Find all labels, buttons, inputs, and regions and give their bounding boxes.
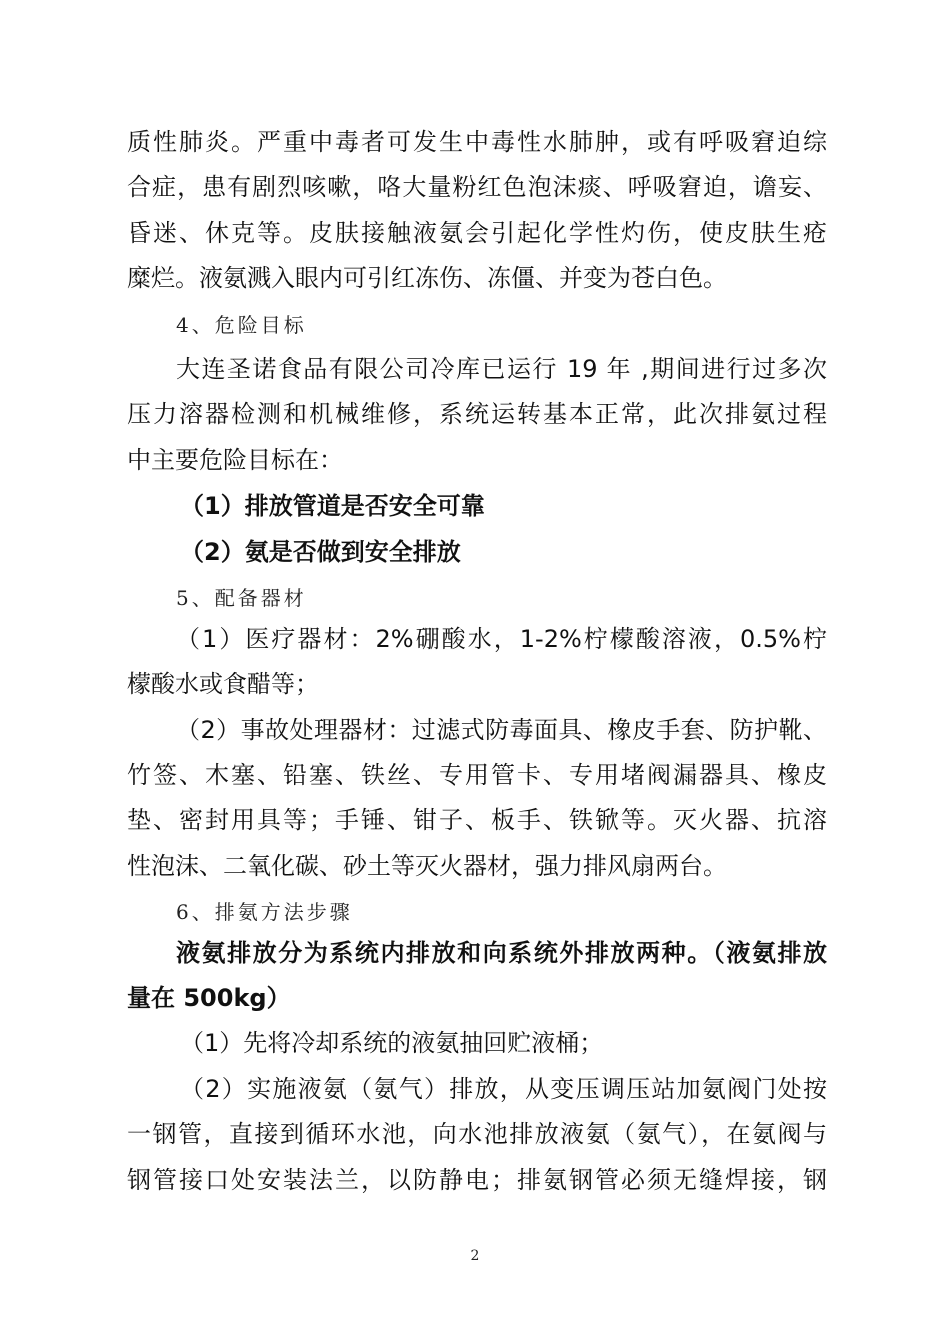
para-line: 钢管接口处安装法兰，以防静电；排氨钢管必须无缝焊接，钢 [127, 1166, 827, 1194]
section-heading: 4、危险目标 [176, 313, 307, 337]
para-line: 一钢管，直接到循环水池，向水池排放液氨（氨气），在氨阀与 [127, 1120, 827, 1148]
para-line: 中主要危险目标在： [127, 446, 343, 474]
para-line: （2）实施液氨（氨气）排放，从变压调压站加氨阀门处按 [180, 1075, 827, 1103]
para-line: 糜烂。液氨溅入眼内可引红冻伤、冻僵、并变为苍白色。 [127, 264, 727, 292]
para-line: 性泡沫、二氧化碳、砂土等灭火器材，强力排风扇两台。 [127, 852, 727, 880]
para-line: （2）事故处理器材：过滤式防毒面具、橡皮手套、防护靴、 [176, 716, 827, 744]
para-line: 大连圣诺食品有限公司冷库已运行 19 年 ,期间进行过多次 [176, 355, 827, 383]
para-line: （1）先将冷却系统的液氨抽回贮液桶； [180, 1029, 604, 1057]
para-line: 合症，患有剧烈咳嗽，咯大量粉红色泡沫痰、呼吸窘迫，谵妄、 [127, 173, 827, 201]
section-heading: 5、配备器材 [176, 586, 307, 610]
para-line: 昏迷、休克等。皮肤接触液氨会引起化学性灼伤，使皮肤生疮 [127, 219, 827, 247]
para-line: 垫、密封用具等；手锤、钳子、板手、铁锨等。灭火器、抗溶 [127, 806, 827, 834]
page-number: 2 [470, 1248, 480, 1264]
bold-para-line: 液氨排放分为系统内排放和向系统外排放两种。（液氨排放 [176, 939, 827, 967]
para-line: 檬酸水或食醋等； [127, 670, 319, 698]
bold-para-line: 量在 500kg） [127, 984, 291, 1012]
para-line: 压力溶器检测和机械维修，系统运转基本正常，此次排氨过程 [127, 400, 827, 428]
bold-item: （1）排放管道是否安全可靠 [180, 492, 485, 520]
para-line: 竹签、木塞、铅塞、铁丝、专用管卡、专用堵阀漏器具、橡皮 [127, 761, 827, 789]
bold-item: （2）氨是否做到安全排放 [180, 538, 461, 566]
para-line: 质性肺炎。严重中毒者可发生中毒性水肺肿，或有呼吸窘迫综 [127, 128, 827, 156]
para-line: （1）医疗器材：2%硼酸水，1-2%柠檬酸溶液，0.5%柠 [176, 625, 827, 653]
section-heading: 6、排氨方法步骤 [176, 900, 353, 924]
